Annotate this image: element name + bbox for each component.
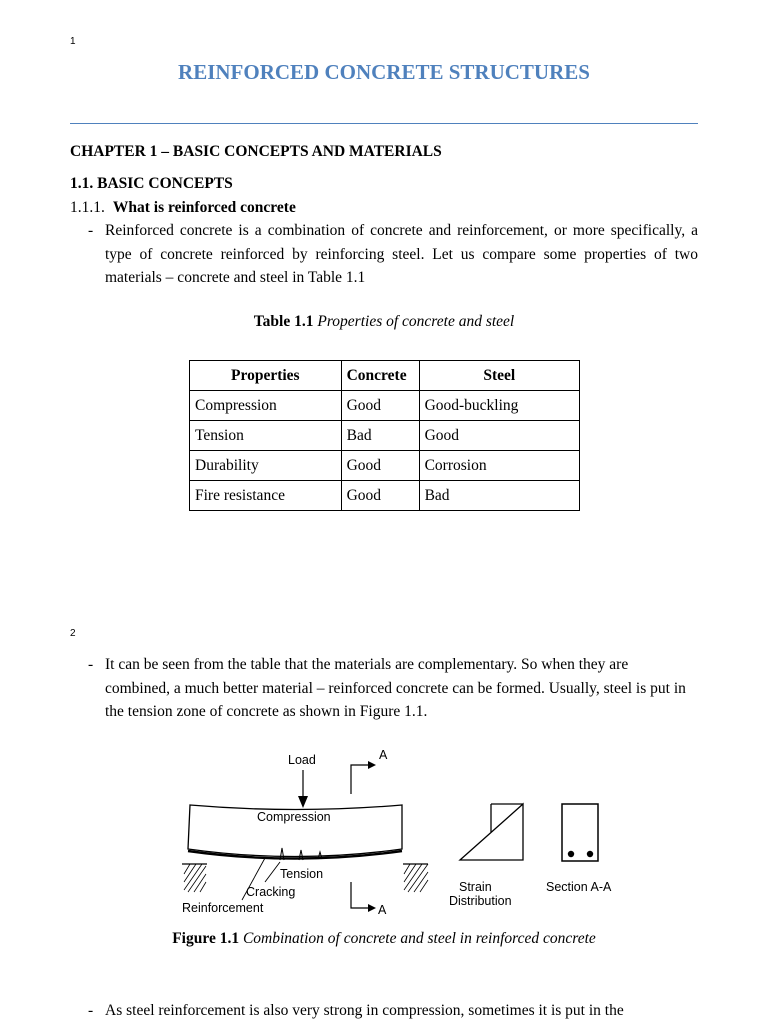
table-cell: Bad: [419, 481, 579, 511]
cracking-label: Cracking: [246, 885, 296, 899]
reinforcement-label: Reinforcement: [182, 901, 264, 915]
table-cell: Compression: [190, 391, 342, 421]
paragraph: As steel reinforcement is also very strong in compression, sometimes it is put in the: [105, 1002, 624, 1019]
document-title: REINFORCED CONCRETE STRUCTURES: [178, 60, 590, 84]
left-support-hatch: [184, 864, 206, 892]
section-mark-bottom-label: A: [378, 903, 387, 917]
paragraph: Reinforced concrete is a combination of concrete and reinforcement, or more specifically, a type of concrete reinforced by reinforcing steel. Let us compare some properties of two materials – concrete and steel in Table 1.1: [105, 222, 698, 286]
beam-figure: [170, 742, 620, 922]
load-label: Load: [288, 753, 316, 767]
table-caption-label: Table 1.1: [253, 313, 314, 330]
table-cell: Good: [341, 481, 419, 511]
table-header-row: [190, 361, 580, 391]
subsection-number: 1.1.1.: [70, 199, 105, 216]
table-caption: [0, 313, 768, 331]
section-mark-top-label: A: [379, 748, 388, 762]
rebar-dot: [568, 851, 574, 857]
load-arrowhead: [298, 796, 308, 808]
subsection-heading: [70, 199, 296, 217]
section-a-a-label: Section A-A: [546, 880, 612, 894]
chapter-heading: CHAPTER 1 – BASIC CONCEPTS AND MATERIALS: [70, 143, 442, 160]
tension-label: Tension: [280, 867, 324, 881]
table-row: [190, 481, 580, 511]
strain-label: Strain: [459, 880, 492, 894]
table-cell: Bad: [341, 421, 419, 451]
distribution-label: Distribution: [449, 894, 512, 908]
table-cell: Tension: [190, 421, 342, 451]
table-cell: Durability: [190, 451, 342, 481]
bullet-marker: -: [88, 656, 94, 673]
rebar-dot: [587, 851, 593, 857]
cracking-leader: [265, 862, 280, 882]
figure-caption-text: Combination of concrete and steel in reinforced concrete: [242, 930, 596, 947]
bullet-marker: -: [88, 222, 94, 239]
right-support-hatch: [404, 864, 428, 892]
properties-table: [189, 360, 580, 511]
table-header: Concrete: [341, 361, 419, 391]
table-caption-text: Properties of concrete and steel: [317, 313, 515, 330]
section-mark-top: [351, 765, 372, 794]
table-header: Steel: [419, 361, 579, 391]
table-cell: Good-buckling: [419, 391, 579, 421]
table-header: Properties: [190, 361, 342, 391]
page-number: 2: [70, 628, 76, 639]
section-heading: 1.1. BASIC CONCEPTS: [70, 175, 233, 192]
figure-caption: [0, 930, 768, 948]
table-cell: Good: [341, 451, 419, 481]
table-row: [190, 391, 580, 421]
table-cell: Fire resistance: [190, 481, 342, 511]
table-row: [190, 421, 580, 451]
figure-caption-label: Figure 1.1: [172, 930, 240, 947]
table-cell: Good: [419, 421, 579, 451]
table-row: [190, 451, 580, 481]
subsection-title: What is reinforced concrete: [112, 199, 296, 216]
section-mark-bottom: [351, 882, 372, 908]
page-number: 1: [70, 36, 76, 47]
bullet-marker: -: [88, 1002, 94, 1019]
table-cell: Good: [341, 391, 419, 421]
title-underline: [70, 123, 698, 124]
paragraph: It can be seen from the table that the materials are complementary. So when they are combined, a much better material – reinforced concrete can be formed. Usually, steel is put in the tension zone of concrete as shown in Figure 1.1.: [105, 656, 686, 720]
table-cell: Corrosion: [419, 451, 579, 481]
reinforcement-bar: [188, 851, 402, 859]
compression-label: Compression: [257, 810, 331, 824]
